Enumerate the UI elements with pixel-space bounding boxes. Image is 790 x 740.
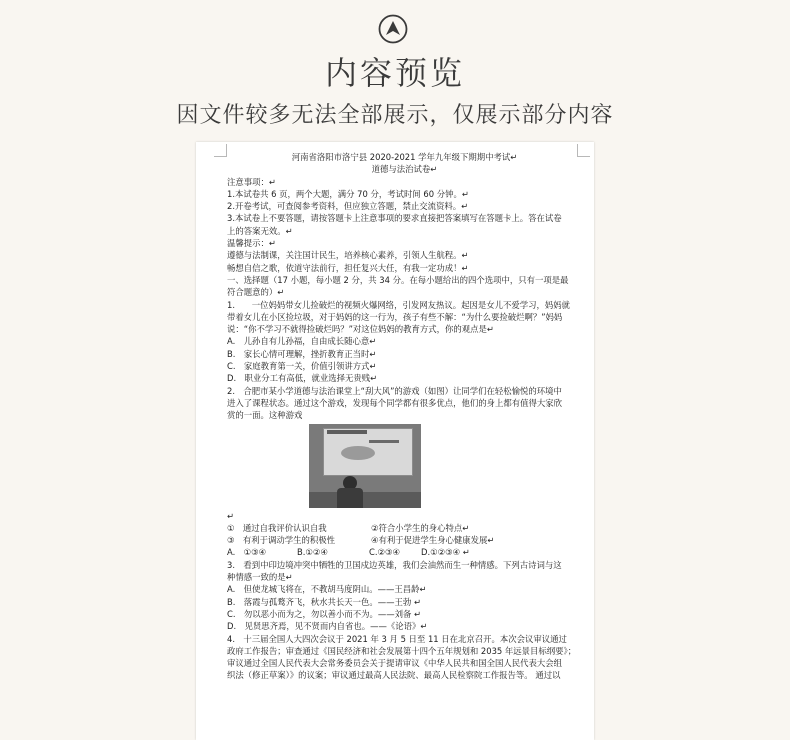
page-corner-mark (214, 144, 227, 157)
doc-subtitle: 道德与法治试卷↵ (371, 164, 438, 175)
chevron-up-circle-icon (378, 14, 408, 44)
document-content (227, 151, 582, 682)
doc-title: 河南省洛阳市洛宁县 2020-2021 学年九年级下期期中考试↵ (291, 152, 518, 162)
doc-line: 审议通过全国人民代表大会常务委员会关于提请审议《中华人民共和国全国人民代表大会组 (227, 658, 562, 669)
doc-line: 2. 合肥市某小学道德与法治课堂上“刮大风”的游戏（如图）让同学们在轻松愉悦的环境中 (227, 385, 562, 396)
doc-line: 畅想自信之歌，依道守法前行，担任复兴大任，有我一定功成！↵ (227, 262, 469, 273)
answer-b: B.①②④ (297, 547, 328, 558)
doc-line: 织法（修正草案）》的议案；审议通过最高人民法院、最高人民检察院工作报告等。 通过以 (227, 670, 561, 681)
doc-line: 1. 一位妈妈带女儿捡破烂的视频火爆网络，引发网友热议。起因是女儿不爱学习，妈妈就 (227, 299, 570, 310)
page-subtitle: 因文件较多无法全部展示，仅展示部分内容 (176, 103, 614, 128)
doc-line: C. 勿以恶小而为之，勿以善小而不为。——刘备 ↵ (227, 608, 422, 619)
doc-line: 3.本试卷上不要答题，请按答题卡上注意事项的要求直接把答案填写在答题卡上。答在试卷 (227, 213, 562, 224)
document-preview (196, 142, 594, 740)
doc-line: C. 家庭教育第一关，价值引领讲方式↵ (227, 361, 377, 372)
answer-c: C.②③④ (369, 547, 401, 558)
doc-line: 带着女儿在小区捡垃圾，对于妈妈的这一行为，孩子有些不解：“为什么要捡破烂啊？”妈妈 (227, 311, 563, 322)
doc-line: 种情感一致的是↵ (227, 572, 293, 583)
option-row (227, 534, 582, 546)
answer-d: D.①②③④ ↵ (421, 547, 470, 558)
doc-line: 2.开卷考试，可查阅参考资料，但应独立答题，禁止交流资料。↵ (227, 201, 469, 212)
doc-line: 遵德与法制课，关注国计民生，培养核心素养，引领人生航程。↵ (227, 250, 469, 261)
doc-line: 4. 十三届全国人大四次会议于 2021 年 3 月 5 日至 11 日在北京召开。本次会议审议通过 (227, 633, 567, 644)
doc-line: 说：“你不学习不就得捡破烂吗？”对这位妈妈的教育方式，你的观点是↵ (227, 324, 494, 335)
page-title: 内容预览 (324, 54, 465, 92)
doc-line: 温馨提示：↵ (227, 238, 276, 249)
doc-line: D. 职业分工有高低，就业选择无贵贱↵ (227, 373, 378, 384)
answer-a: A. ①③④ (227, 547, 267, 558)
doc-line: 1.本试卷共 6 页，两个大题，满分 70 分，考试时间 60 分钟。↵ (227, 188, 469, 199)
doc-line: 符合题意的）↵ (227, 287, 285, 298)
doc-line: 一、选择题（17 小题，每小题 2 分，共 34 分。在每小题给出的四个选项中，只有一项是最 (227, 274, 569, 285)
doc-line: 进入了课程状态。通过这个游戏，发现每个同学都有很多优点，他们的身上都有值得大家欣 (227, 397, 562, 408)
doc-line: A. 儿孙自有儿孙福，自由成长随心意↵ (227, 336, 377, 347)
doc-line: 赏的一面。这种游戏 (227, 410, 303, 421)
option-3: ③ 有利于调动学生的积极性 (227, 535, 336, 546)
doc-line: 政府工作报告；审查通过《国民经济和社会发展第十四个五年规划和 2035 年远景目标纲要》； (227, 645, 577, 656)
doc-line: ↵ (227, 510, 235, 521)
option-row (227, 522, 582, 534)
doc-line: 3. 看到中印边境冲突中牺牲的卫国戍边英雄，我们会油然而生一种情感。下列古诗词与这 (227, 559, 562, 570)
doc-line: D. 见贤思齐焉，见不贤而内自省也。——《论语》↵ (227, 621, 428, 632)
doc-line: 上的答案无效。↵ (227, 225, 293, 236)
option-4: ④有利于促进学生身心健康发展↵ (371, 535, 495, 546)
option-1: ① 通过自我评价认识自我 (227, 522, 327, 533)
doc-line: B. 家长心情可理解，挫折教育正当时↵ (227, 348, 377, 359)
answer-row (227, 546, 582, 558)
option-2: ②符合小学生的身心特点↵ (371, 522, 470, 533)
doc-line: A. 但使龙城飞将在，不教胡马度阴山。——王昌龄↵ (227, 584, 427, 595)
doc-line: 注意事项：↵ (227, 176, 276, 187)
doc-line: B. 落霞与孤鹜齐飞，秋水共长天一色。——王勃 ↵ (227, 596, 421, 607)
classroom-photo (309, 424, 421, 508)
